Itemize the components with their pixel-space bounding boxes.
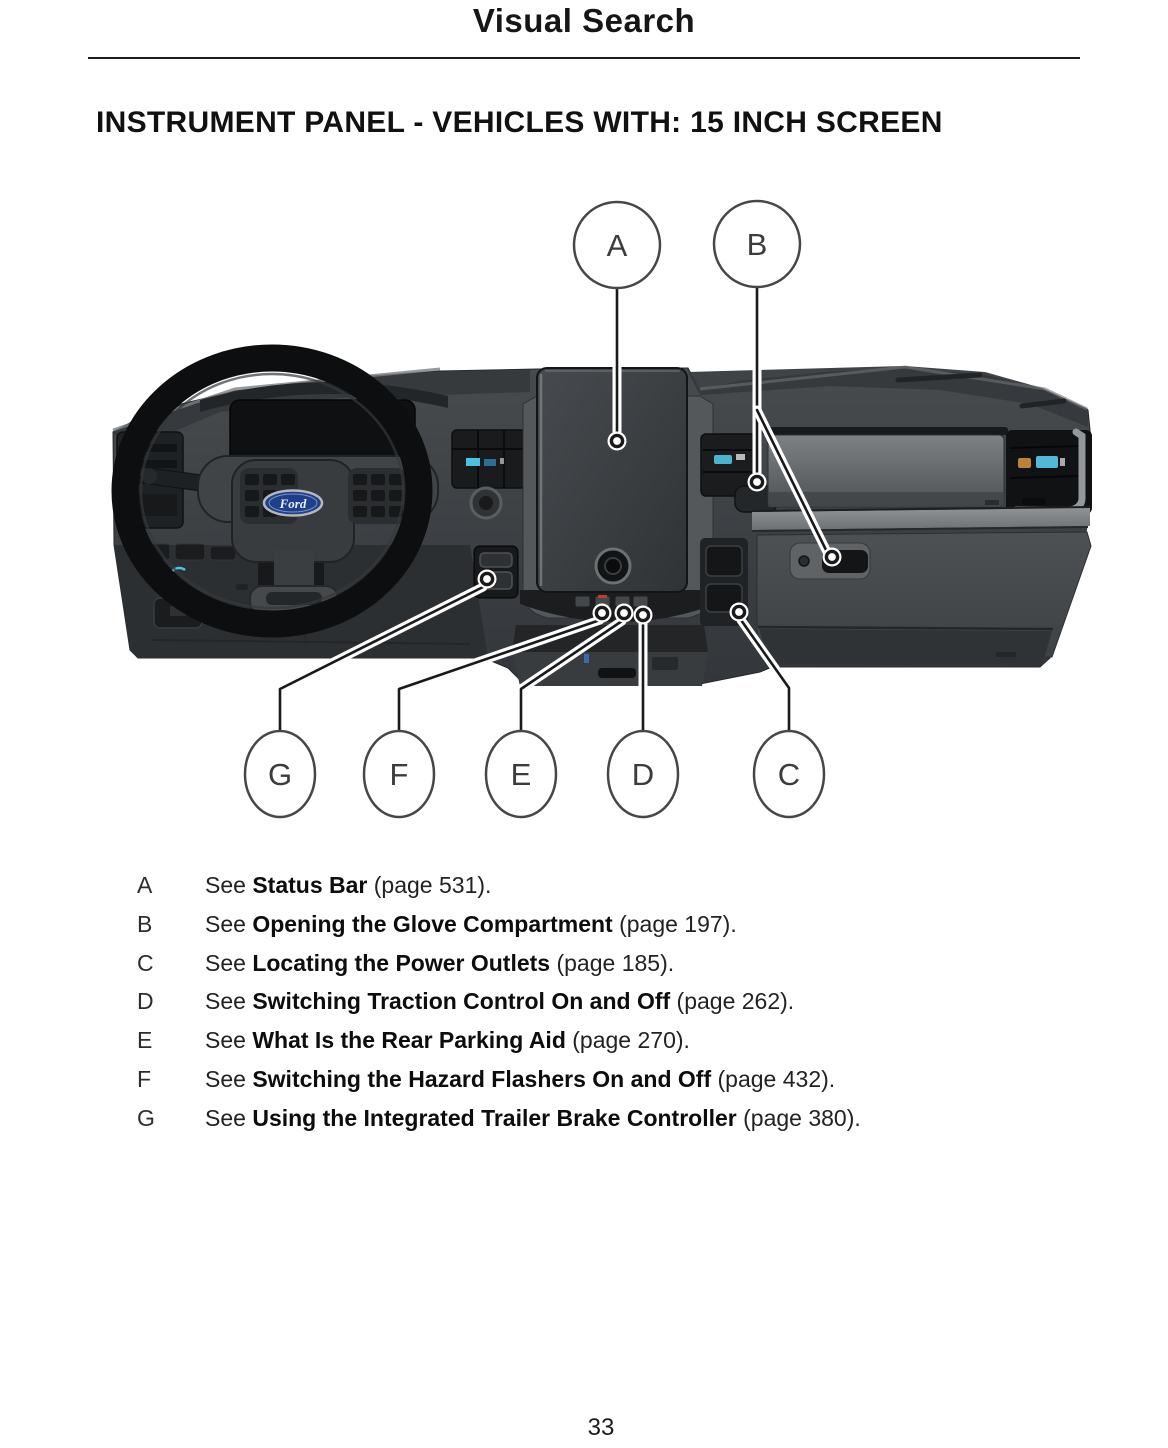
callout-e [486,731,556,817]
legend-item [137,1066,1127,1105]
svg-text:Ford: Ford [279,496,307,511]
vent-cyan-accent [1036,456,1058,468]
legend-link-title: Opening the Glove Compartment [252,910,613,937]
legend-prefix: See [205,949,246,976]
legend-item [137,1105,1127,1144]
legend-text [205,872,491,899]
legend-page-ref: (page 262). [676,988,795,1015]
legend-link-title: Switching the Hazard Flashers On and Off [252,1065,712,1092]
legend-letter: A [137,872,153,898]
svg-text:E: E [510,757,532,792]
section-heading: INSTRUMENT PANEL - VEHICLES WITH: 15 INCH SCREEN [96,106,943,139]
legend-page-ref: (page 270). [572,1027,690,1054]
legend-text [205,1066,835,1093]
legend-text [205,911,737,938]
page-title: Visual Search [472,2,696,39]
svg-text:C: C [777,757,801,792]
legend-page-ref: (page 531). [373,872,492,898]
legend-prefix: See [205,1065,246,1092]
legend-item [137,950,1127,989]
ford-logo [264,491,322,516]
lower-glove-compartment [757,532,1091,666]
callout-d [608,731,678,817]
traction-control-button [633,596,648,607]
legend-item [137,988,1127,1027]
legend-link-title: What Is the Rear Parking Aid [252,1027,566,1054]
legend-prefix: See [205,988,246,1015]
legend-prefix: See [205,1027,246,1054]
callout-b [714,201,800,287]
legend-letter: F [137,1065,152,1092]
legend-text [205,988,794,1015]
legend-link-title: Using the Integrated Trailer Brake Controller [252,1104,737,1131]
legend-letter: B [137,910,153,937]
legend-link-title: Status Bar [252,872,368,898]
legend-page-ref: (page 197). [619,910,737,937]
legend-prefix: See [205,910,246,937]
legend-text [205,1027,690,1054]
legend-page-ref: (page 185). [556,949,675,976]
right-air-vent [1006,430,1092,514]
svg-text:B: B [746,227,768,262]
legend-letter: D [137,988,154,1015]
page-number: 33 [587,1414,615,1441]
legend-text [205,950,674,977]
legend-item [137,872,1127,911]
shifter-slot [598,668,636,678]
callout-f [364,731,434,817]
svg-text:G: G [267,757,293,792]
callout-g [245,731,315,817]
figure-legend [137,872,1127,1144]
svg-text:A: A [606,228,628,263]
callout-a [574,202,660,288]
legend-item [137,911,1127,950]
legend-prefix: See [205,872,246,898]
legend-letter: E [137,1027,153,1054]
legend-link-title: Locating the Power Outlets [252,949,551,976]
svg-text:F: F [389,757,409,792]
legend-page-ref: (page 432). [717,1065,836,1092]
legend-letter: G [137,1104,155,1131]
legend-letter: C [137,949,154,976]
legend-item [137,1027,1127,1066]
glove-box-lock [799,556,809,566]
hazard-red-mark [598,595,607,598]
legend-link-title: Switching Traction Control On and Off [252,988,671,1015]
svg-text:D: D [631,757,655,792]
callout-c [754,731,824,817]
legend-text [205,1105,861,1132]
legend-prefix: See [205,1104,246,1131]
legend-page-ref: (page 380). [743,1104,861,1131]
climate-display-accent [466,458,480,466]
vent-amber-accent [1018,458,1031,468]
wheel-right-buttons [348,468,406,524]
